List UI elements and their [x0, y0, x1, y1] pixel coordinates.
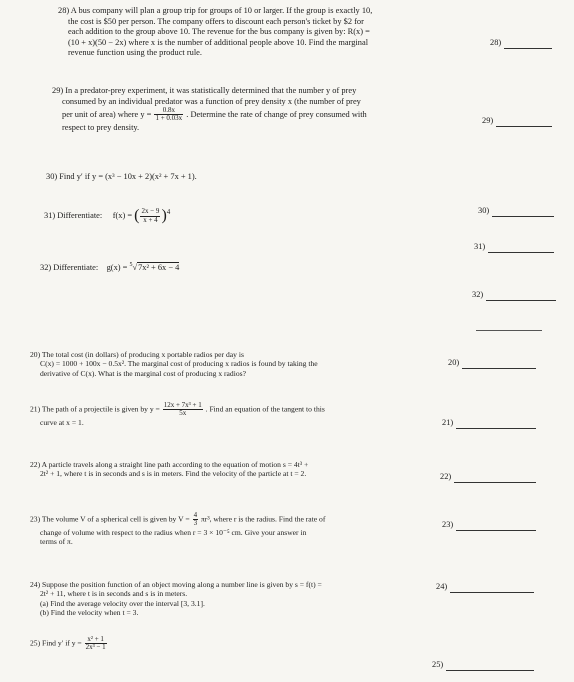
question-text: 32) Differentiate: g(x) = $^5$√7x² + 6x − 4 [40, 262, 180, 272]
answer-label: 24) [436, 582, 448, 591]
answer-blank-31 [474, 242, 554, 253]
question-text: curve at x = 1. [40, 417, 84, 427]
question-text: consumed by an individual predator was a function of prey density x (the number of prey [62, 96, 361, 106]
question-text: 24) Suppose the position function of an object moving along a number line is given by s = f(t) = [30, 580, 322, 589]
question-text: (10 + x)(50 − 2x) where x is the number of additional people above 10. Find the marginal [68, 37, 369, 47]
question-28 [58, 6, 478, 59]
function-name: g(x) = [106, 263, 128, 272]
question-text: per unit of area) where y = [62, 109, 152, 119]
question-text: derivative of C(x). What is the marginal cost of producing x radios? [40, 368, 246, 378]
question-30 [46, 172, 486, 183]
exponent: 4 [166, 208, 171, 217]
question-text: (b) Find the velocity when t = 3. [40, 608, 139, 618]
answer-blank-30 [478, 206, 554, 217]
question-25 [30, 636, 470, 652]
question-text: respect to prey density. [62, 122, 140, 132]
question-text: (a) Find the average velocity over the interval [3, 3.1]. [40, 598, 205, 608]
answer-blank-23 [442, 520, 536, 531]
question-text: 29) In a predator-prey experiment, it was statistically determined that the number y of prey [52, 86, 357, 95]
question-text [52, 107, 482, 123]
question-22 [30, 460, 440, 479]
answer-label: 25) [432, 660, 444, 669]
function-name: f(x) = [112, 210, 133, 220]
answer-blank-32 [472, 290, 556, 301]
answer-blank-22 [440, 472, 536, 483]
answer-label: 22) [440, 472, 452, 481]
answer-line [476, 330, 542, 331]
question-text: 25) Find y′ if y = $\frac{\text{x² + 1}}{\text{2x³ − 1}}$ [30, 635, 106, 652]
question-31 [44, 206, 484, 226]
question-text: change of volume with respect to the radius when r = 3 × 10⁻⁵ cm. Give your answer in [40, 527, 307, 537]
question-text: 2t² + 11, where t is in seconds and s is in meters. [40, 589, 188, 599]
answer-blank-28 [490, 38, 552, 49]
answer-label: 31) [474, 242, 486, 251]
question-label: 32) Differentiate: [40, 263, 99, 272]
answer-label: 30) [478, 206, 490, 215]
question-32 [40, 262, 480, 274]
question-text: 23) The volume V of a spherical cell is given by V = $\frac{4}{3}$ πr³, where r is the radius. Find the rate of [30, 511, 326, 528]
answer-label: 21) [442, 418, 454, 427]
fraction: $\frac{4}{3}$ [193, 511, 198, 528]
fraction: $\frac{2x - 9}{x + 4}$ [141, 207, 160, 224]
answer-blank-20 [448, 358, 536, 369]
answer-blank-24 [436, 582, 534, 593]
question-20 [30, 350, 450, 378]
question-text: revenue function using the product rule. [68, 48, 202, 57]
answer-label: 28) [490, 38, 502, 47]
question-text: the cost is $50 per person. The company offers to discount each person's ticket by $2 for [68, 16, 364, 26]
question-text: 28) A bus company will plan a group trip for groups of 10 or larger. If the group is exactly 10, [58, 6, 373, 15]
question-text: 22) A particle travels along a straight line path according to the equation of motion s = 4t³ + [30, 460, 309, 469]
answer-label: 32) [472, 290, 484, 299]
answer-label: 20) [448, 358, 460, 367]
question-text: 30) Find y′ if y = (x³ − 10x + 2)(x² + 7x + 1). [46, 172, 197, 181]
fraction: $\frac{\text{12x + 7x³ + 1}}{5x}$ [163, 401, 202, 418]
question-text: 20) The total cost (in dollars) of producing x portable radios per day is [30, 350, 244, 359]
question-text: each addition to the group above 10. The revenue for the bus company is given by: R(x) = [68, 27, 370, 36]
question-label: 31) Differentiate: [44, 210, 103, 220]
question-24 [30, 580, 460, 618]
answer-blank-21 [442, 418, 536, 429]
question-text: 2t² + 1, where t is in seconds and s is in meters. Find the velocity of the particle at t = 2. [40, 469, 307, 479]
question-29 [52, 86, 482, 133]
question-23 [30, 512, 460, 547]
answer-blank-29 [482, 116, 552, 127]
question-text: . Determine the rate of change of prey consumed with [186, 109, 367, 119]
question-21 [30, 402, 460, 427]
question-text: terms of π. [40, 537, 73, 547]
question-text: C(x) = 1000 + 100x − 0.5x². The marginal cost of producing x radios is found by taking the [40, 359, 318, 369]
answer-label: 29) [482, 116, 494, 125]
question-text: 31) Differentiate: f(x) = ( $\frac{2x - 9}{x + 4}$ )$^4$ [44, 207, 171, 224]
answer-blank-25 [432, 660, 534, 671]
answer-label: 23) [442, 520, 454, 529]
fraction: $\frac{0.8x}{1 + 0.03x}$ [155, 106, 183, 123]
root-index: 5 [129, 262, 133, 269]
fraction: $\frac{\text{x² + 1}}{\text{2x³ − 1}}$ [85, 635, 106, 652]
radicand: 7x² + 6x − 4 [138, 263, 180, 272]
question-text: 21) The path of a projectile is given by y = $\frac{\text{12x + 7x³ + 1}}{5x}$ . Find an equation of the tangent to this [30, 401, 325, 418]
